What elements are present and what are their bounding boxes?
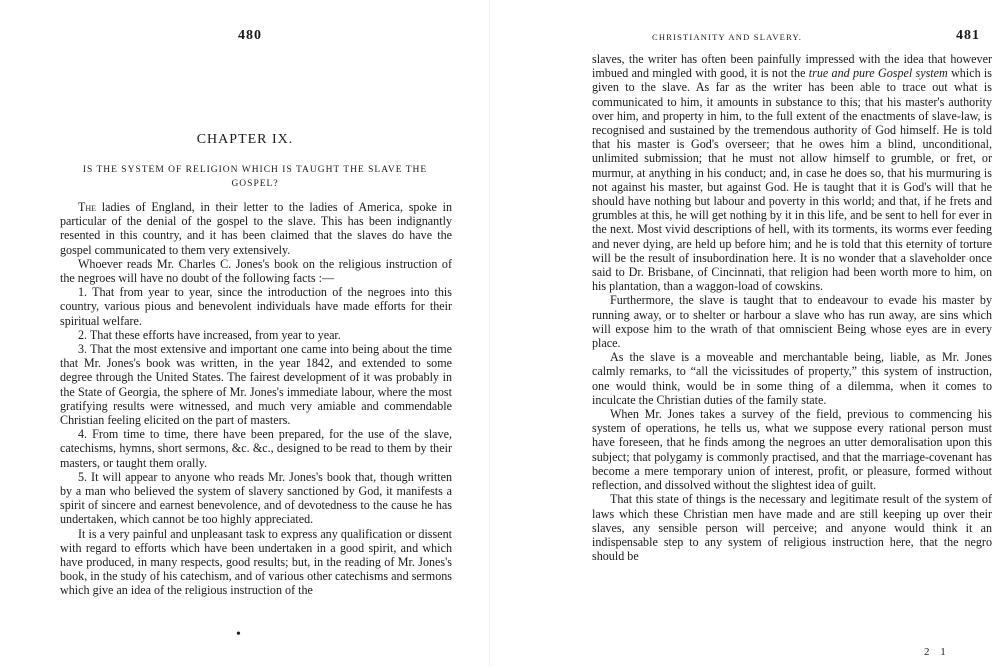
left-body-text xyxy=(60,200,452,598)
paragraph xyxy=(592,52,992,293)
paragraph: 5. It will appear to anyone who reads Mr. Jones's book that, though written by a man who believed the system of slavery sanctioned by God, it manifests a spirit of sincere and earnest benevolence, and of devotedness to the cause he has undertaken, which cannot be too highly appreciated. xyxy=(60,469,452,527)
paragraph: 1. That from year to year, since the introduction of the negroes into this country, various pious and benevolent individuals have made efforts for their spiritual welfare. xyxy=(60,285,452,328)
paragraph: 4. From time to time, there have been prepared, for the use of the slave, catechisms, hymns, short sermons, &c. &c., designed to be read to them by their masters, or taught them orally. xyxy=(60,427,452,470)
paragraph: As the slave is a moveable and merchantable being, liable, as Mr. Jones calmly remarks, to “all the vicissitudes of property,” this system of instruction, one would think, would be in some thing of a dilemma, when it comes to inculcate the Christian duties of the family state. xyxy=(592,350,992,407)
paragraph: That this state of things is the necessary and legitimate result of the system of laws which these Christian men have made and are still keeping up over their slaves, any sensible person will perceive; and anyone would think it an indispensable step to any system of religious instruction here, that the negro should be xyxy=(592,492,992,564)
paragraph: Furthermore, the slave is taught that to endeavour to evade his master by running away, or to shelter or harbour a slave who has run away, are sins which will expose him to the wrath of that omniscient Being whose eyes are in every place. xyxy=(592,293,992,351)
paragraph xyxy=(60,200,452,257)
chapter-title: CHAPTER IX. xyxy=(196,132,294,147)
paragraph-text: slaves, the writer has often been painfully impressed with the idea that however imbued and mingled with good, it is not the xyxy=(592,52,992,81)
paragraph: When Mr. Jones takes a survey of the field, previous to commencing his system of operations, he tells us, what we suppose every rational person must have foreseen, that he finds among the negroes an utter demoralisation upon this subject; that polygamy is commonly practised, and that the marriage-covenant has become a mere temporary union of interest, profit, or pleasure, formed without reflection, and dissolved without the slightest idea of guilt. xyxy=(592,407,992,493)
paragraph: It is a very painful and unpleasant task to express any qualification or dissent with regard to efforts which have been undertaken in a good spirit, and which have produced, in many respects, good results; but, in the reading of Mr. Jones's book, in the study of his catechism, and of various other catechisms and sermons which give an idea of the religious instruction of the xyxy=(60,526,452,598)
right-page xyxy=(490,0,992,667)
right-body-text xyxy=(592,52,992,563)
paragraph-text: ladies of England, in their letter to the ladies of America, spoke in particular of the denial of the gospel to the slave. This has been indignantly resented in this country, and it has been claimed that the slaves do have the gospel communicated to them very extensively. xyxy=(60,200,452,257)
paragraph: Whoever reads Mr. Charles C. Jones's book on the religious instruction of the negroes will have no doubt of the following facts :— xyxy=(60,256,452,286)
left-page xyxy=(0,0,490,667)
running-head: CHRISTIANITY AND SLAVERY. xyxy=(652,32,803,42)
paragraph: 2. That these efforts have increased, from year to year. xyxy=(78,327,341,342)
italic-phrase: true and pure Gospel system xyxy=(808,66,948,81)
paragraph-text: which is given to the slave. As far as the writer has been able to trace out what is communicated to him, it amounts in substance to this; that his master's authority over him, and property in him, to the full extent of the enactments of slave-law, is recognised and sustained by the tremendous authority of God himself. He is told that his master is God's overseer; that he owes him a blind, unconditional, unlimited submission; that he must not allow himself to grumble, or fret, or murmur, at anything in his conduct; and, in case he does so, that his murmuring is not against his master, but against God. He is taught that it is God's will that he should have nothing but labour and poverty in this world; and that, if he frets and grumbles at this, he will get nothing by it in this life, and be sent to hell for ever in the next. Most vivid descriptions of hell, with its torments, its worms ever feeding and never dying, are held up before him; and he is told that this eternity of torture will be the result of insubordination here. It is no wonder that a slaveholder once said to Dr. Brisbane, of Cincinnati, that religion had been worth more to him, on his plantation, than a waggon-load of cowskins. xyxy=(592,66,992,294)
bottom-mark: • xyxy=(236,627,241,642)
paragraph-lead: The xyxy=(78,200,97,214)
paragraph: 3. That the most extensive and important one came into being about the time that Mr. Jones's book was written, in the year 1842, and extended to some degree through the United States. The fairest development of it was probably in the State of Georgia, the sphere of Mr. Jones's immediate labour, where the most gratifying results were witnessed, and much very amiable and commendable Christian feeling elicited on the part of masters. xyxy=(60,342,452,428)
page-number-left: 480 xyxy=(238,28,262,43)
page-number-right: 481 xyxy=(956,28,980,43)
signature-mark: 2 1 xyxy=(924,646,950,658)
chapter-subtitle: IS THE SYSTEM OF RELIGION WHICH IS TAUGHT THE SLAVE THE GOSPEL? xyxy=(82,165,428,189)
